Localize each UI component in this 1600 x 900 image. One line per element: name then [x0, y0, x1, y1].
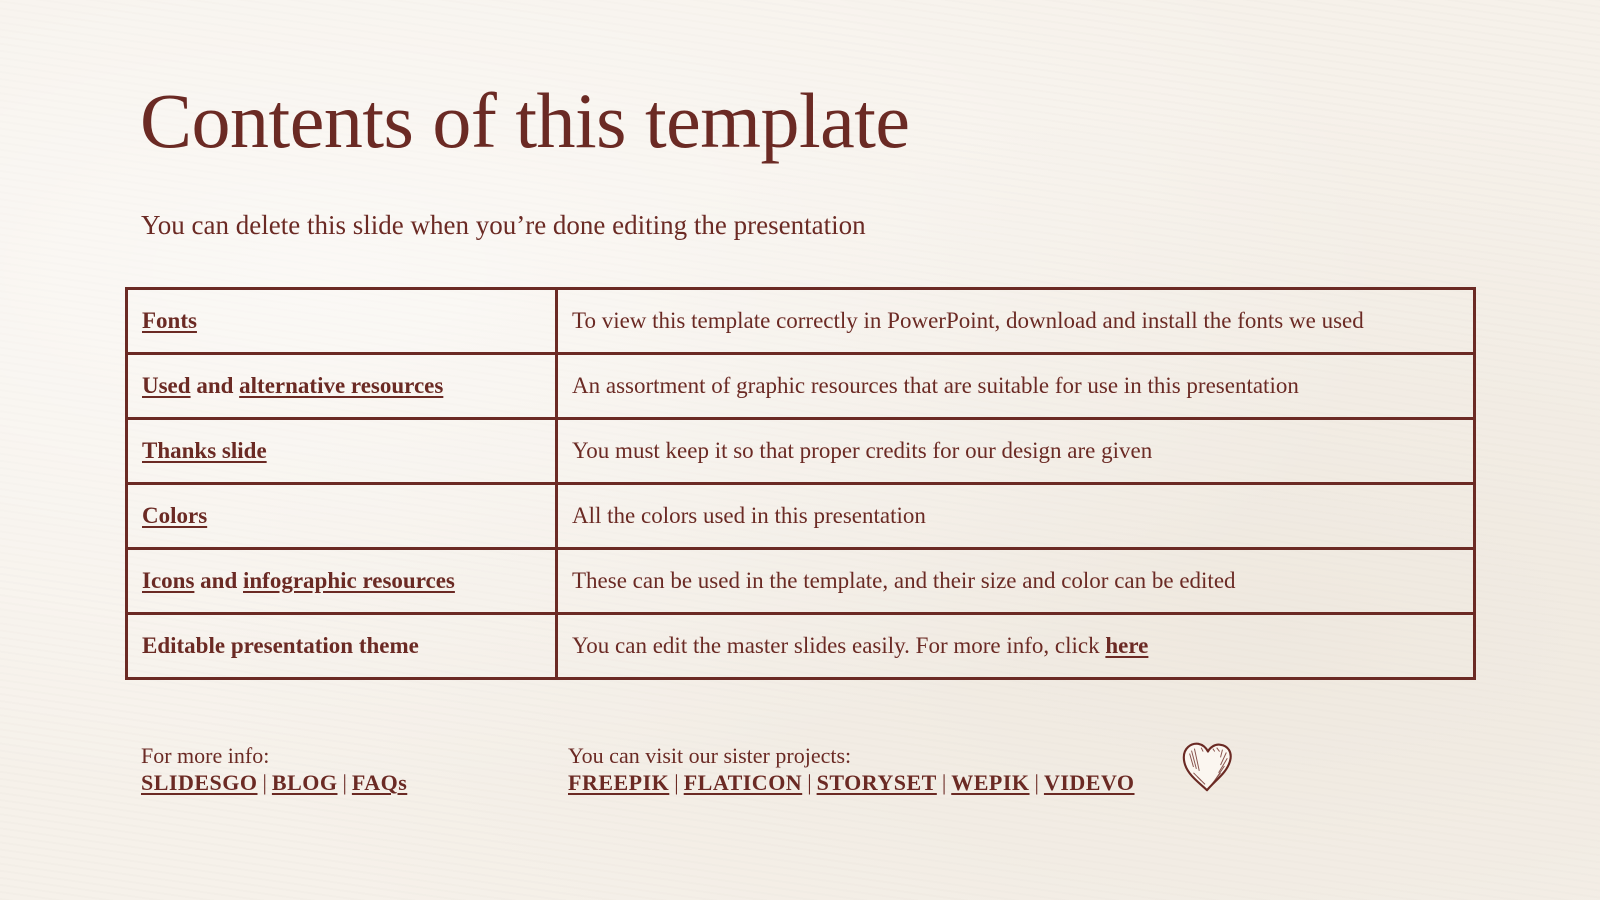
editable-theme-label: Editable presentation theme	[142, 633, 419, 658]
more-info-links	[141, 769, 407, 796]
row-name-cell	[127, 354, 557, 419]
table-row	[127, 419, 1475, 484]
freepik-link[interactable]: FREEPIK	[568, 770, 670, 795]
icons-link[interactable]: Icons	[142, 568, 195, 593]
row-name-cell	[127, 289, 557, 354]
contents-table	[125, 287, 1476, 680]
thanks-slide-link[interactable]: Thanks slide	[142, 438, 267, 463]
slidesgo-link[interactable]: SLIDESGO	[141, 770, 258, 795]
row-description: You must keep it so that proper credits for our design are given	[557, 419, 1475, 484]
connector-text: and	[190, 373, 240, 398]
storyset-link[interactable]: STORYSET	[816, 770, 937, 795]
separator: |	[1034, 770, 1039, 795]
separator: |	[674, 770, 679, 795]
row-description: These can be used in the template, and their size and color can be edited	[557, 549, 1475, 614]
separator: |	[342, 770, 347, 795]
footer-sister-projects	[568, 742, 1135, 796]
table-row	[127, 289, 1475, 354]
table-row	[127, 614, 1475, 679]
page-title: Contents of this template	[140, 77, 910, 164]
flaticon-link[interactable]: FLATICON	[683, 770, 803, 795]
page-subtitle: You can delete this slide when you’re done editing the presentation	[141, 210, 866, 240]
row-description: An assortment of graphic resources that are suitable for use in this presentation	[557, 354, 1475, 419]
used-resources-link[interactable]: Used	[142, 373, 191, 398]
row-description-cell	[557, 614, 1475, 679]
sister-projects-label: You can visit our sister projects:	[568, 743, 852, 768]
infographic-resources-link[interactable]: infographic resources	[243, 568, 455, 593]
row-name-cell	[127, 549, 557, 614]
fonts-link[interactable]: Fonts	[142, 308, 197, 333]
footer-more-info	[141, 742, 407, 796]
row-description: You can edit the master slides easily. For more info, click	[572, 633, 1106, 658]
separator: |	[941, 770, 947, 795]
row-description: To view this template correctly in PowerPoint, download and install the fonts we used	[557, 289, 1475, 354]
separator: |	[262, 770, 267, 795]
here-link[interactable]: here	[1105, 633, 1149, 658]
blog-link[interactable]: BLOG	[271, 770, 338, 795]
table-row	[127, 354, 1475, 419]
row-name-cell	[127, 614, 557, 679]
table-row	[127, 549, 1475, 614]
heart-icon	[1178, 738, 1236, 796]
sister-projects-links	[568, 769, 1135, 796]
connector-text: and	[194, 568, 243, 593]
row-name-cell	[127, 419, 557, 484]
wepik-link[interactable]: WEPIK	[951, 770, 1030, 795]
row-name-cell	[127, 484, 557, 549]
videvo-link[interactable]: VIDEVO	[1043, 770, 1135, 795]
faqs-link[interactable]: FAQs	[351, 770, 408, 795]
separator: |	[807, 770, 812, 795]
row-description: All the colors used in this presentation	[557, 484, 1475, 549]
alternative-resources-link[interactable]: alternative resources	[239, 373, 444, 398]
colors-link[interactable]: Colors	[142, 503, 208, 528]
more-info-label: For more info:	[141, 743, 270, 768]
table-row	[127, 484, 1475, 549]
